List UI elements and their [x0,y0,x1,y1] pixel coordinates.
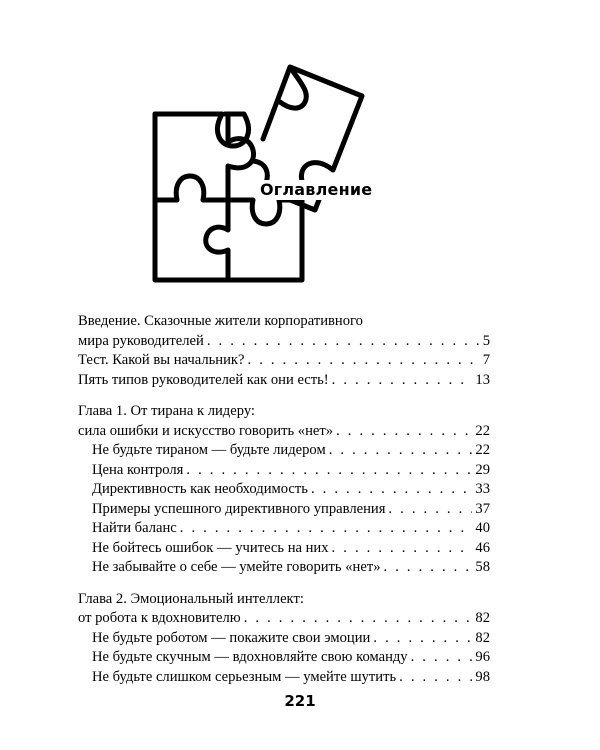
toc-entry-title: Найти баланс [92,520,177,536]
toc-entry-title: Глава 2. Эмоциональный интеллект: [78,590,304,607]
toc-entry-title: Директивность как необходимость [92,481,308,497]
section-gap [78,390,490,402]
toc-entry[interactable] [78,312,490,332]
dot-leader [332,539,473,559]
dot-leader [207,332,480,352]
toc-entry-title: Пять типов руководителей как они есть! [78,371,329,388]
dot-leader [336,422,472,442]
page-number: 221 [284,692,316,710]
dot-leader [186,461,472,481]
toc-entry-page: 7 [482,352,490,368]
dot-leader [411,648,473,668]
toc-subentry[interactable] [78,539,490,559]
toc-subentry[interactable] [78,558,490,578]
toc-entry-page: 33 [475,481,490,497]
toc-entry-title: Не будьте слишком серьезным — умейте шутить [92,668,397,685]
toc-entry-title: Не будьте роботом — покажите свои эмоции [92,629,371,646]
toc-entry-page: 82 [475,629,490,646]
toc-entry-title: Тест. Какой вы начальник? [78,352,245,368]
dot-leader [388,500,472,520]
dot-leader [244,609,473,629]
dot-leader [373,629,472,649]
toc-entry-title: от робота к вдохновителю [78,610,241,626]
dot-leader [399,668,472,688]
toc-entry-page: 37 [475,500,490,517]
toc-entry[interactable] [78,332,490,352]
toc-subentry[interactable] [78,480,490,500]
toc-entry-page: 5 [482,332,490,349]
section-gap [78,578,490,590]
puzzle-pieces-illustration [150,62,380,287]
toc-entry-page: 58 [475,559,490,575]
toc-entry[interactable] [78,590,490,610]
toc-entry-page: 29 [475,461,490,478]
puzzle-piece-bottom-right [228,200,302,280]
toc-entry-title: сила ошибки и искусство говорить «нет» [78,422,334,439]
toc-entry[interactable] [78,609,490,629]
toc-subentry[interactable] [78,629,490,649]
toc-entry-title: Не забывайте о себе — умейте говорить «нет» [92,559,381,575]
toc-entry-page: 98 [475,668,490,685]
toc-entry-title: Цена контроля [92,461,184,478]
dot-leader [180,519,473,539]
toc-entry-title: мира руководителей [78,332,204,349]
dot-leader [332,371,473,391]
toc-entry[interactable] [78,371,490,391]
toc-entry-page: 13 [475,371,490,388]
table-of-contents [78,312,490,687]
toc-entry-page: 40 [475,520,490,536]
toc-entry-title: Не бойтесь ошибок — учитесь на них [92,539,329,556]
toc-entry[interactable] [78,422,490,442]
dot-leader [384,558,473,578]
toc-entry-page: 22 [475,422,490,439]
toc-entry-page: 22 [475,442,490,458]
toc-entry-page: 96 [475,649,490,665]
dot-leader [329,441,473,461]
toc-entry-title: Примеры успешного директивного управления [92,500,386,517]
puzzle-piece-bottom-left [155,200,228,280]
toc-entry-title: Введение. Сказочные жители корпоративного [78,313,363,329]
toc-subentry[interactable] [78,461,490,481]
dot-leader [248,351,480,371]
toc-entry-title: Не будьте тираном — будьте лидером [92,442,326,458]
toc-entry[interactable] [78,351,490,371]
toc-subentry[interactable] [78,500,490,520]
toc-subentry[interactable] [78,441,490,461]
toc-subentry[interactable] [78,519,490,539]
toc-entry[interactable] [78,402,490,422]
toc-subentry[interactable] [78,648,490,668]
toc-subentry[interactable] [78,668,490,688]
dot-leader [311,480,472,500]
toc-heading: Оглавление [260,180,373,199]
toc-entry-title: Не будьте скучным — вдохновляйте свою команду [92,649,408,665]
toc-entry-page: 82 [475,610,490,626]
toc-entry-title: Глава 1. От тирана к лидеру: [78,403,255,419]
toc-entry-page: 46 [475,539,490,556]
